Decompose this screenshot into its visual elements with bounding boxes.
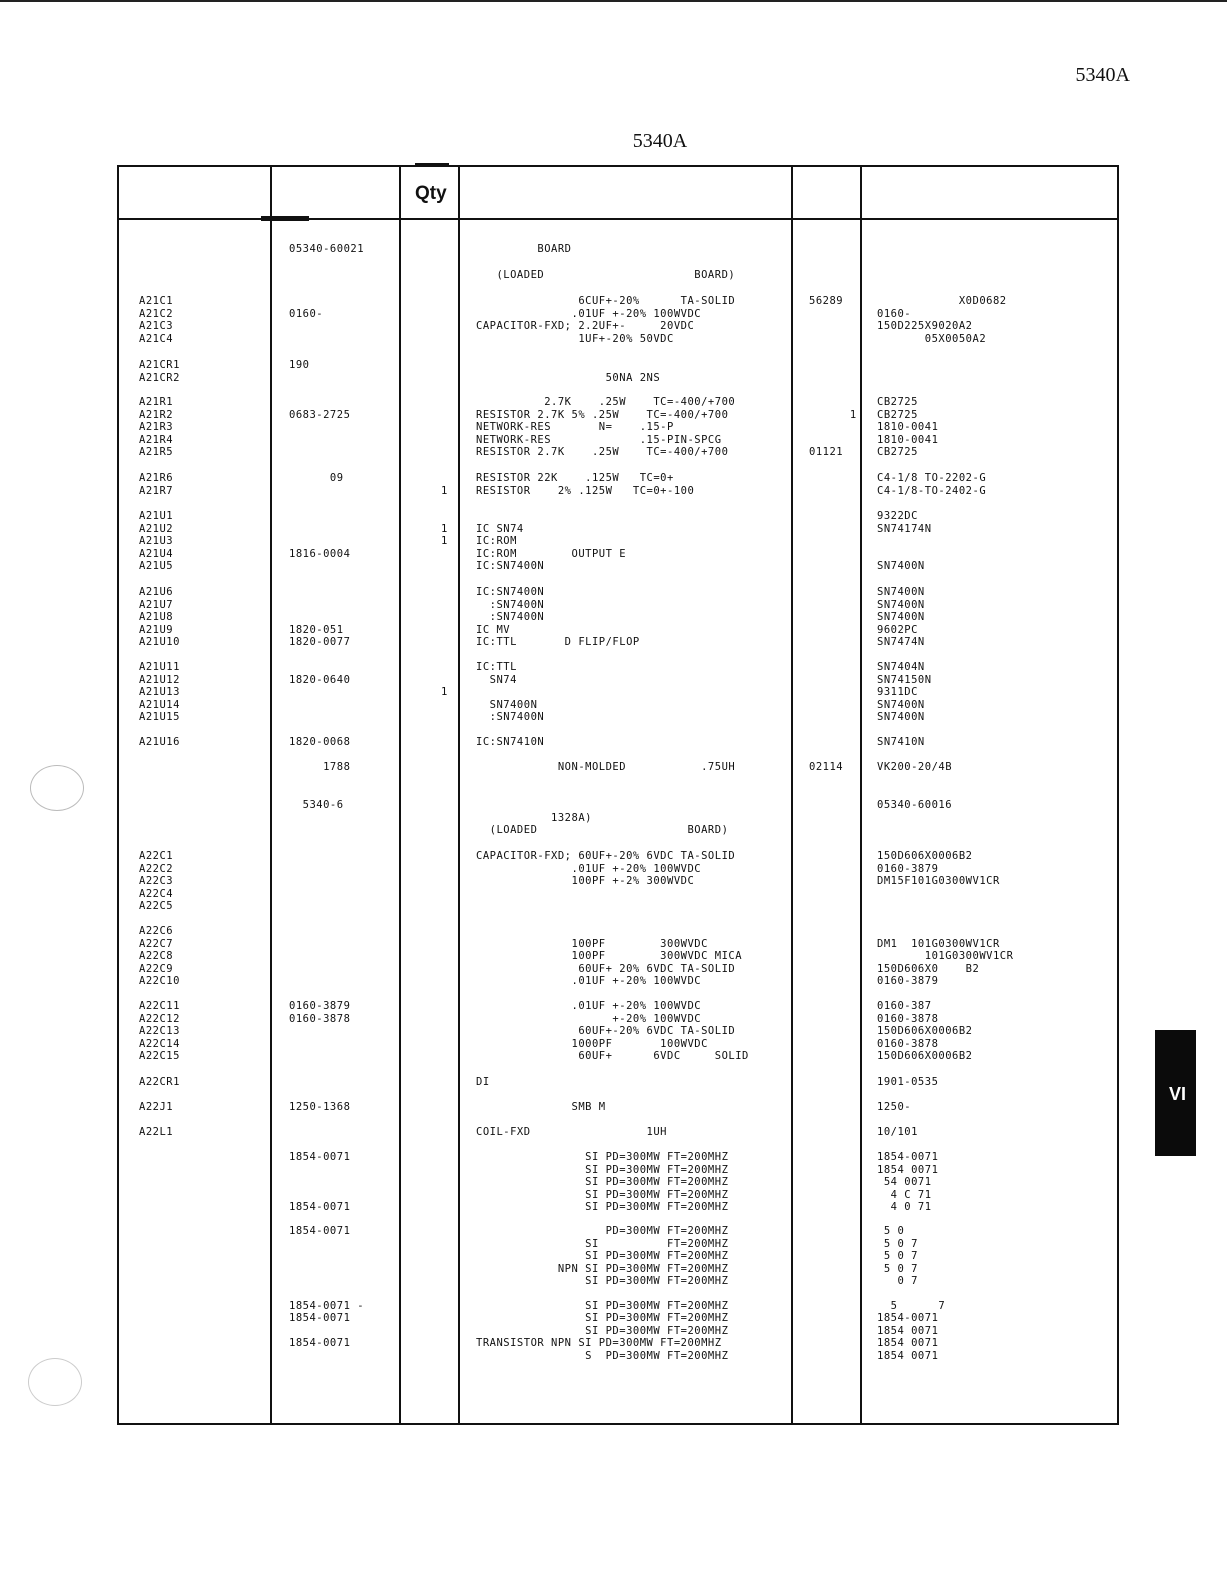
code-cell: 56289 — [809, 295, 844, 307]
desc-cell: .01UF +-20% 100WVDC +-20% 100WVDC 60UF+-20% 6VDC TA-SOLID 1000PF 100WVDC 60UF+ 6VDC SOLID — [571, 1000, 749, 1063]
part-cell: 1816-0004 — [289, 547, 351, 560]
part-cell: 0683-2725 — [289, 408, 351, 421]
qty-overline — [415, 163, 449, 165]
mfr-cell: 150D606X0006B2 0160-3879 DM15F101G0300WV1CR — [877, 850, 1000, 888]
parts-table — [117, 165, 1119, 1425]
part-cell: 190 — [289, 359, 310, 371]
desc-cell: SI PD=300MW FT=200MHZ SI PD=300MW FT=200MHZ SI PD=300MW FT=200MHZ TRANSISTOR NPN SI PD=300MW FT=200MHZ S PD=300MW FT=200MHZ — [476, 1299, 729, 1362]
column-divider — [458, 167, 460, 1423]
qty-header: Qty — [415, 183, 447, 204]
ref-cell: A22C11 A22C12 A22C13 A22C14 A22C15 — [139, 1000, 180, 1063]
desc-cell: 2.7K .25W TC=-400/+700 RESISTOR 2.7K 5% .25W TC=-400/+700 NETWORK-RES N= .15-P NETWORK-RES .15-PIN-SPCG RESISTOR 2.7K .25W TC=-400/+700 — [476, 396, 736, 459]
mfr-cell: X0D0682 0160- 150D225X9020A2 05X0050A2 — [877, 295, 1007, 345]
desc-cell: 6CUF+-20% TA-SOLID .01UF +-20% 100WVDC CAPACITOR-FXD; 2.2UF+- 20VDC 1UF+-20% 50VDC — [476, 295, 736, 345]
ref-cell: A22C6 A22C7 A22C8 A22C9 A22C10 — [139, 925, 180, 988]
desc-cell: 50NA 2NS — [605, 371, 661, 384]
page-id-center: 5340A — [632, 130, 688, 152]
part-cell: 0160- — [289, 307, 324, 320]
part-cell: 1788 — [289, 761, 351, 773]
part-cell: 1250-1368 — [289, 1101, 351, 1113]
desc-cell: NON-MOLDED .75UH — [476, 761, 736, 773]
desc-cell: SI PD=300MW FT=200MHZ SI PD=300MW FT=200MHZ SI PD=300MW FT=200MHZ SI PD=300MW FT=200MHZ SI PD=300MW FT=200MHZ — [585, 1151, 729, 1214]
column-divider — [399, 167, 401, 1423]
ref-cell: A21U11 A21U12 A21U13 A21U14 A21U15 — [139, 661, 180, 724]
desc-cell: RESISTOR 22K .125W TC=0+ RESISTOR 2% .125W TC=0+-100 — [476, 472, 695, 497]
desc-cell: 100PF 300WVDC 100PF 300WVDC MICA 60UF+ 20% 6VDC TA-SOLID .01UF +-20% 100WVDC — [571, 937, 743, 988]
ref-cell: A22L1 — [139, 1126, 174, 1138]
part-cell: 1854-0071 - 1854-0071 1854-0071 — [289, 1299, 365, 1350]
mfr-cell: 10/101 — [877, 1126, 918, 1138]
mfr-cell: SN7404N SN74150N 9311DC SN7400N SN7400N — [877, 661, 932, 724]
ref-cell: A22J1 — [139, 1101, 174, 1113]
ref-cell: A21R1 A21R2 A21R3 A21R4 A21R5 — [139, 396, 174, 459]
part-cell: 1854-0071 — [289, 1225, 351, 1237]
desc-cell: 1328A) (LOADED BOARD) — [489, 811, 729, 837]
mfr-cell: 05340-60016 — [877, 799, 953, 811]
section-tab — [1155, 1030, 1196, 1156]
mfr-cell: 5 0 5 0 7 5 0 7 5 0 7 0 7 — [883, 1225, 918, 1288]
part-cell: 0160-3879 0160-3878 — [289, 1000, 351, 1025]
part-cell: 5340-6 — [289, 799, 344, 811]
part-cell: 09 — [289, 472, 344, 484]
mfr-cell: VK200-20/4B — [877, 761, 953, 773]
code-cell: 02114 — [809, 761, 844, 773]
desc-cell: IC:SN7410N — [476, 736, 545, 748]
desc-cell: (LOADED BOARD) — [476, 269, 736, 281]
desc-cell: BOARD — [476, 243, 572, 255]
qty-cell: 1 — [441, 484, 448, 497]
column-divider — [270, 167, 272, 1423]
desc-cell: COIL-FXD 1UH — [476, 1126, 668, 1138]
header-tick — [261, 216, 309, 221]
top-rule — [0, 0, 1227, 2]
scan-smudge — [30, 765, 84, 811]
part-cell: 05340-60021 — [289, 243, 365, 255]
mfr-cell: 5 7 1854-0071 1854 0071 1854 0071 1854 0071 — [877, 1299, 946, 1362]
mfr-cell: CB2725 CB2725 1810-0041 1810-0041 CB2725 — [877, 396, 939, 459]
mfr-cell: SN7410N — [877, 736, 925, 748]
section-tab-label: VI — [1169, 1084, 1187, 1104]
desc-cell: IC:SN7400N :SN7400N :SN7400N IC MV IC:TTL D FLIP/FLOP — [476, 586, 640, 649]
part-cell: 1820-051 1820-0077 — [289, 623, 351, 649]
part-cell: 1820-0640 — [289, 673, 351, 686]
mfr-cell: DM1 101G0300WV1CR 101G0300WV1CR 150D606X0 B2 0160-3879 — [877, 937, 1014, 988]
column-divider — [860, 167, 862, 1423]
desc-cell: DI — [476, 1076, 490, 1088]
ref-cell: A21U1 A21U2 A21U3 A21U4 A21U5 — [139, 510, 174, 573]
ref-cell: A21U16 — [139, 736, 180, 748]
ref-cell: A21U6 A21U7 A21U8 A21U9 A21U10 — [139, 586, 180, 649]
page-id-right: 5340A — [1075, 64, 1130, 86]
column-divider — [791, 167, 793, 1423]
ref-cell: A21CR1 A21CR2 — [139, 359, 180, 384]
mfr-cell: 1250- — [877, 1101, 912, 1113]
mfr-cell: 9322DC SN74174N SN7400N — [877, 510, 932, 573]
ref-cell: A22CR1 — [139, 1076, 180, 1088]
part-cell: 1854-0071 1854-0071 — [289, 1151, 351, 1214]
ref-cell: A21C1 A21C2 A21C3 A21C4 — [139, 295, 174, 345]
qty-cell: 1 — [441, 686, 448, 699]
desc-cell: PD=300MW FT=200MHZ SI FT=200MHZ SI PD=300MW FT=200MHZ NPN SI PD=300MW FT=200MHZ SI PD=300MW FT=200MHZ — [557, 1225, 729, 1288]
ref-cell: A21R6 A21R7 — [139, 472, 174, 497]
mfr-cell: 0160-387 0160-3878 150D606X0006B2 0160-3878 150D606X0006B2 — [877, 1000, 973, 1063]
mfr-cell: 1901-0535 — [877, 1076, 939, 1088]
mfr-cell: 1854-0071 1854 0071 54 0071 4 C 71 4 0 71 — [877, 1151, 939, 1214]
desc-cell: IC:TTL SN74 SN7400N :SN7400N — [476, 661, 545, 724]
desc-cell: IC SN74 IC:ROM IC:ROM OUTPUT E IC:SN7400N — [476, 522, 627, 573]
ref-cell: A22C1 A22C2 A22C3 A22C4 A22C5 — [139, 850, 174, 913]
mfr-cell: C4-1/8 TO-2202-G C4-1/8-TO-2402-G — [877, 472, 987, 497]
mfr-cell: SN7400N SN7400N SN7400N 9602PC SN7474N — [877, 586, 925, 649]
part-cell: 1820-0068 — [289, 736, 351, 748]
qty-cell: 1 1 — [441, 522, 448, 548]
desc-cell: CAPACITOR-FXD; 60UF+-20% 6VDC TA-SOLID .01UF +-20% 100WVDC 100PF +-2% 300WVDC — [476, 850, 736, 888]
code-cell: 1 01121 — [809, 408, 857, 459]
desc-cell: SMB M — [476, 1101, 606, 1113]
scan-smudge — [28, 1358, 82, 1406]
